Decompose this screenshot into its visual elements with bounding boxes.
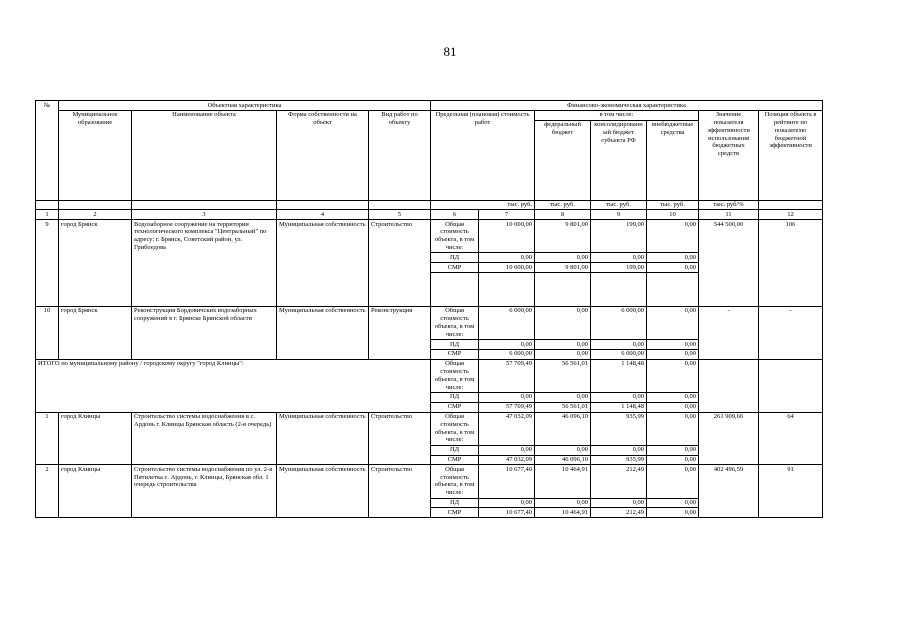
total-label: Общая стоимость объекта, в том числе: [431,412,479,445]
row-object-name: Строительство системы водоснабжения по ул. 2-я Пятилетка с. Ардонь, г. Клинцы, Брянская обл. 1 очередь строительства [132,465,277,518]
total-fed: 10 464,91 [535,465,591,498]
smr-cons: 1 148,48 [591,402,647,412]
total-cons: 212,49 [591,465,647,498]
pd-label: ПД [431,392,479,402]
col-num: 3 [132,210,277,220]
row-number: 2 [36,465,59,518]
smr-cost: 57 709,49 [479,402,535,412]
pd-cons: 0,00 [591,445,647,455]
smr-label: СМР [431,349,479,359]
smr-cons: 212,49 [591,508,647,518]
col-num: 12 [759,210,823,220]
row-ownership: Муниципальная собственность [277,465,369,518]
pd-fed: 0,00 [535,445,591,455]
smr-extra: 0,00 [647,402,699,412]
header-including: в том числе: [535,110,699,120]
header-federal: федеральный бюджет [535,120,591,200]
row-object-name: Строительство системы водоснабжения в с. Ардонь г. Клинцы Брянская область (2-я очередь) [132,412,277,465]
total-fed: 46 096,10 [535,412,591,445]
pd-cost: 0,00 [479,445,535,455]
total-fed: 0,00 [535,306,591,339]
col-num: 7 [479,210,535,220]
pd-extra: 0,00 [647,253,699,263]
row-work-type: Строительство [369,465,431,518]
pd-fed: 0,00 [535,340,591,350]
total-extra: 0,00 [647,220,699,253]
row-municipality: город Клинцы [59,465,132,518]
total-cost: 47 032,09 [479,412,535,445]
header-rating: Позиция объекта в рейтинге по показателю бюджетной эффективности [759,110,823,200]
smr-cons: 199,00 [591,263,647,273]
pd-cost: 0,00 [479,340,535,350]
col-num: 6 [431,210,479,220]
total-extra: 0,00 [647,306,699,339]
col-num: 4 [277,210,369,220]
pd-cost: 0,00 [479,253,535,263]
subtotal-label: ИТОГО по муниципальному району / городскому округу "город Клинцы": [36,359,431,412]
row-indicator: 544 500,00 [699,220,759,307]
page-number: 81 [443,44,457,59]
total-label: Общая стоимость объекта, в том числе: [431,359,479,392]
total-extra: 0,00 [647,465,699,498]
row-indicator: 402 496,59 [699,465,759,518]
pd-extra: 0,00 [647,340,699,350]
pd-fed: 0,00 [535,392,591,402]
col-num: 1 [36,210,59,220]
table-row [36,306,823,339]
subtotal-row [36,359,823,392]
header-indicator: Значение показателя эффективности использования бюджетных средств [699,110,759,200]
header-finance-char: Финансово-экономическая характеристика [431,101,823,111]
smr-fed: 56 561,01 [535,402,591,412]
unit-cons: тыс. руб. [591,200,647,210]
pd-cons: 0,00 [591,392,647,402]
row-ownership: Муниципальная собственность [277,220,369,307]
smr-cost: 10 677,40 [479,508,535,518]
total-cost: 10 000,00 [479,220,535,253]
header-work-type: Вид работ по объекту [369,110,431,200]
total-label: Общая стоимость объекта, в том числе: [431,306,479,339]
header-object-name: Наименование объекта [132,110,277,200]
smr-fed: 0,00 [535,349,591,359]
pd-cons: 0,00 [591,253,647,263]
smr-extra: 0,00 [647,508,699,518]
pd-fed: 0,00 [535,498,591,508]
smr-cons: 935,99 [591,455,647,465]
row-number: 1 [36,412,59,465]
unit-cost: тыс. руб. [431,200,535,210]
col-num: 10 [647,210,699,220]
pd-cost: 0,00 [479,392,535,402]
col-num: 8 [535,210,591,220]
header-extra: внебюджетные средства [647,120,699,200]
total-fed: 9 801,00 [535,220,591,253]
smr-label: СМР [431,508,479,518]
smr-extra: 0,00 [647,455,699,465]
table-row [36,412,823,445]
smr-cost: 10 000,00 [479,263,535,273]
smr-extra: 0,00 [647,263,699,273]
row-indicator: - [699,306,759,359]
pd-label: ПД [431,340,479,350]
unit-extra: тыс. руб. [647,200,699,210]
row-rating: 91 [759,465,823,518]
total-extra: 0,00 [647,412,699,445]
pd-label: ПД [431,445,479,455]
row-object-name: Реконструкция Бордовичских водозаборных сооружений в г. Брянске Брянской области [132,306,277,359]
total-cons: 6 000,00 [591,306,647,339]
col-num: 2 [59,210,132,220]
pd-cost: 0,00 [479,498,535,508]
pd-extra: 0,00 [647,498,699,508]
investment-objects-table [35,100,823,518]
col-num: 11 [699,210,759,220]
header-limit-cost: Предельная (плановая) стоимость работ [431,110,535,200]
row-municipality: город Брянск [59,220,132,307]
pd-cons: 0,00 [591,498,647,508]
pd-extra: 0,00 [647,445,699,455]
row-number: 9 [36,220,59,307]
smr-fed: 9 801,00 [535,263,591,273]
column-numbers-row [36,210,823,220]
smr-fed: 46 096,10 [535,455,591,465]
row-ownership: Муниципальная собственность [277,306,369,359]
pd-cons: 0,00 [591,340,647,350]
row-rating: - [759,306,823,359]
smr-label: СМР [431,455,479,465]
col-num: 5 [369,210,431,220]
total-cons: 199,00 [591,220,647,253]
total-label: Общая стоимость объекта, в том числе: [431,220,479,253]
row-number: 10 [36,306,59,359]
table-body [36,220,823,518]
total-extra: 0,00 [647,359,699,392]
table-header [36,101,823,220]
pd-label: ПД [431,253,479,263]
total-cost: 6 000,00 [479,306,535,339]
header-object-char: Объектная характеристика [59,101,431,111]
row-municipality: город Брянск [59,306,132,359]
unit-indicator: тыс. руб/% [699,200,759,210]
total-cost: 10 677,40 [479,465,535,498]
row-rating: 106 [759,220,823,307]
row-work-type: Реконструкция [369,306,431,359]
total-cons: 935,99 [591,412,647,445]
row-indicator: 261 909,66 [699,412,759,465]
unit-fed: тыс. руб. [535,200,591,210]
smr-label: СМР [431,402,479,412]
smr-extra: 0,00 [647,349,699,359]
row-rating: 64 [759,412,823,465]
row-ownership: Муниципальная собственность [277,412,369,465]
smr-cost: 47 032,09 [479,455,535,465]
total-cons: 1 148,48 [591,359,647,392]
header-municipality: Муниципальное образование [59,110,132,200]
table-row [36,465,823,498]
pd-extra: 0,00 [647,392,699,402]
table-row [36,220,823,253]
smr-cons: 6 000,00 [591,349,647,359]
smr-label: СМР [431,263,479,273]
row-work-type: Строительство [369,412,431,465]
row-object-name: Водозаборное сооружение на территории технологического комплекса "Центральный" по адресу: г. Брянск, Советский район, ул. Грибоедова [132,220,277,307]
total-label: Общая стоимость объекта, в том числе: [431,465,479,498]
smr-cost: 6 000,00 [479,349,535,359]
header-ownership: Форма собственности на объект [277,110,369,200]
col-num: 9 [591,210,647,220]
row-municipality: город Клинцы [59,412,132,465]
header-consolidated: консолидированный бюджет субъекта РФ [591,120,647,200]
pd-label: ПД [431,498,479,508]
row-work-type: Строительство [369,220,431,307]
smr-fed: 10 464,91 [535,508,591,518]
total-cost: 57 709,49 [479,359,535,392]
total-fed: 56 561,01 [535,359,591,392]
pd-fed: 0,00 [535,253,591,263]
header-no: № [36,101,59,201]
